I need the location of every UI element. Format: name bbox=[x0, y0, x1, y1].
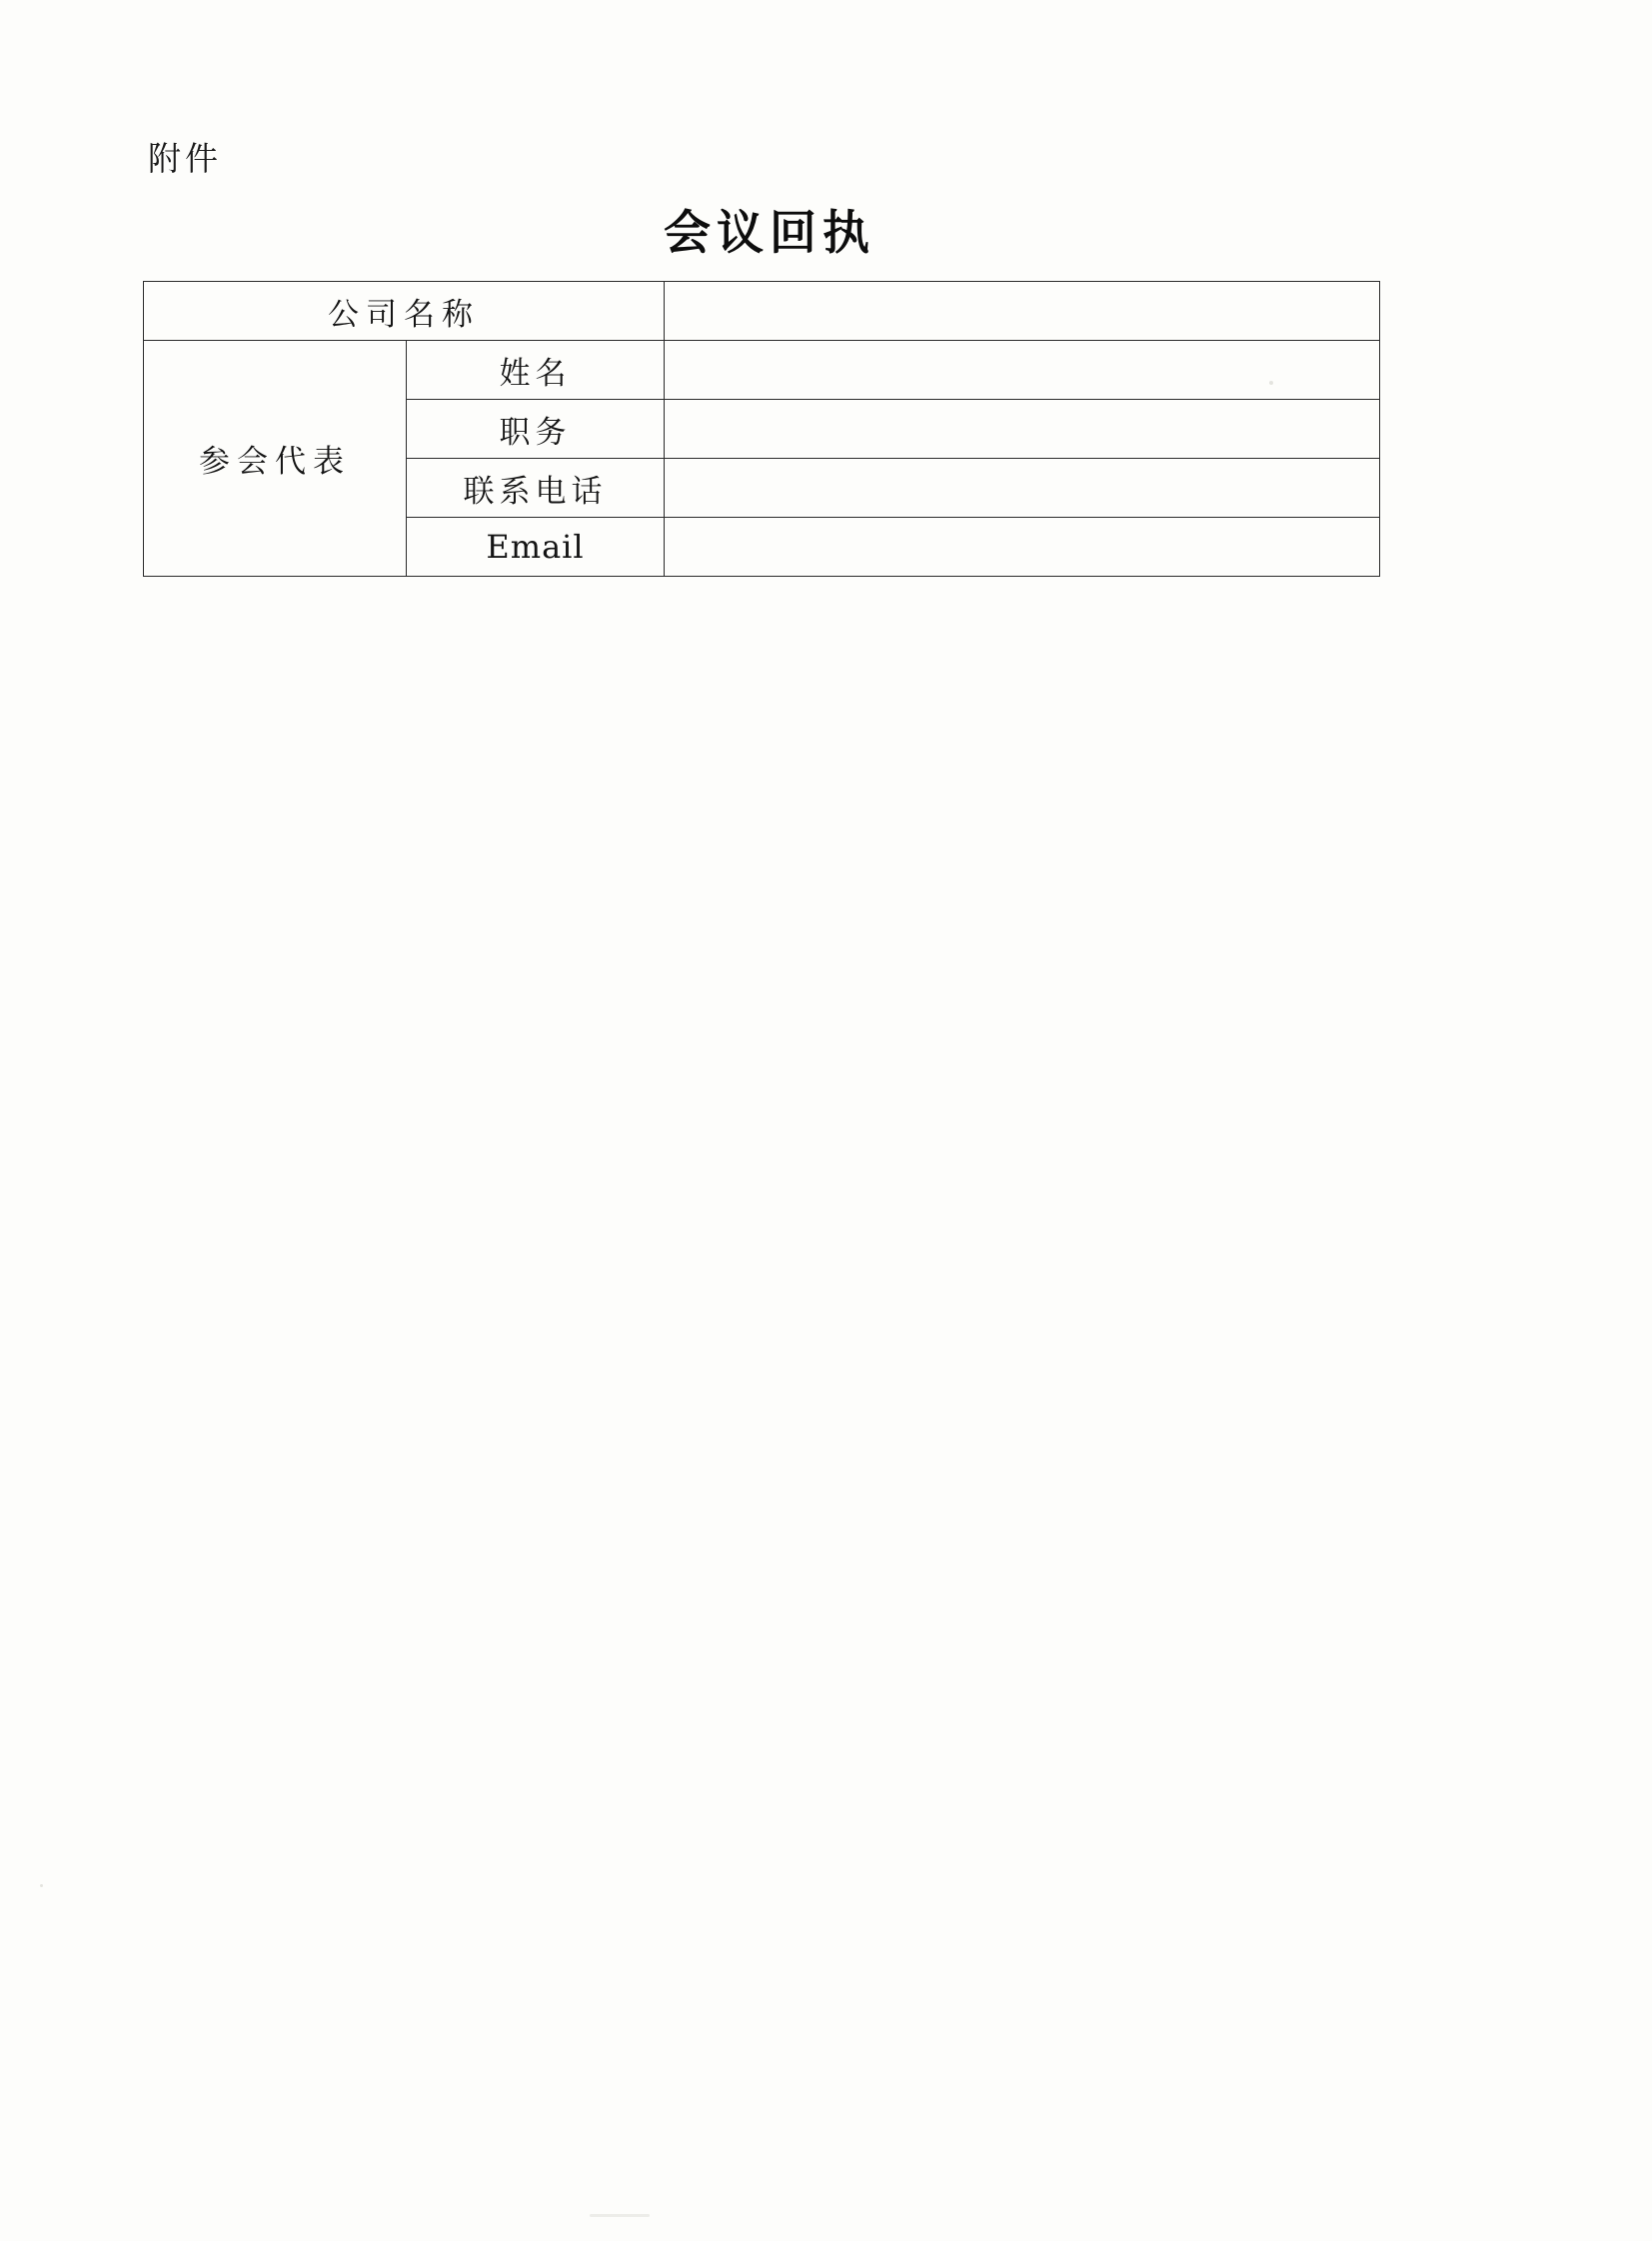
row-label-name: 姓名 bbox=[407, 341, 665, 400]
meeting-receipt-table bbox=[143, 281, 1380, 577]
field-phone[interactable] bbox=[665, 459, 1380, 518]
table-row bbox=[144, 341, 1380, 400]
field-company-name[interactable] bbox=[665, 282, 1380, 341]
row-label-phone: 联系电话 bbox=[407, 459, 665, 518]
page-title: 会议回执 bbox=[664, 206, 875, 261]
field-name[interactable] bbox=[665, 341, 1380, 400]
scan-artifact bbox=[1269, 381, 1273, 385]
field-position[interactable] bbox=[665, 400, 1380, 459]
attachment-label: 附件 bbox=[148, 139, 222, 178]
scan-artifact bbox=[40, 1884, 43, 1887]
field-email[interactable] bbox=[665, 518, 1380, 577]
row-label-position: 职务 bbox=[407, 400, 665, 459]
row-label-company-name: 公司名称 bbox=[144, 282, 665, 341]
row-label-email: Email bbox=[407, 518, 665, 577]
scan-artifact bbox=[590, 2214, 650, 2217]
row-label-representatives: 参会代表 bbox=[144, 341, 407, 577]
page-content bbox=[140, 0, 1519, 2241]
table-row bbox=[144, 282, 1380, 341]
